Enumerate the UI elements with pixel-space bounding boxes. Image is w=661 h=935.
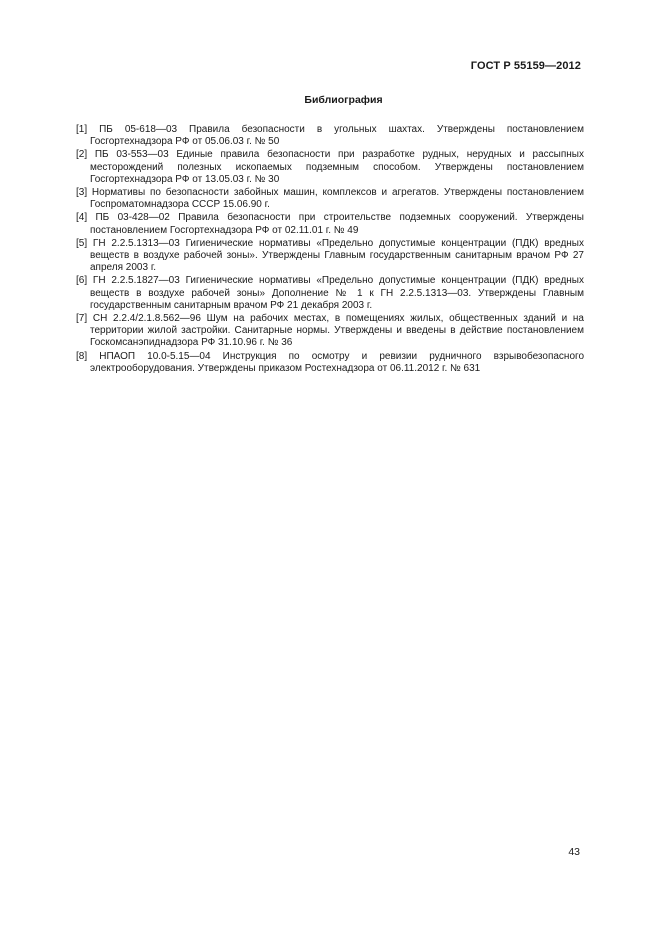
page-title: Библиография (304, 94, 383, 106)
bibliography-item: [4] ПБ 03-428—02 Правила безопасности при строительстве подземных сооружений. Утверждены постановлением Госгортехнадзора РФ от 02.11.01 г. № 49 (76, 212, 584, 236)
bibliography-list (76, 124, 584, 376)
bibliography-item: [3] Нормативы по безопасности забойных машин, комплексов и агрегатов. Утверждены постановлением Госпроматомнадзора СССР 15.06.90 г. (76, 187, 584, 211)
document-code: ГОСТ Р 55159—2012 (470, 60, 581, 72)
bibliography-item: [5] ГН 2.2.5.1313—03 Гигиенические нормативы «Предельно допустимые концентрации (ПДК) вредных веществ в воздухе рабочей зоны». Утверждены Главным государственным санитарным врачом РФ 27 апреля 2003 г. (76, 237, 584, 274)
bibliography-item: [1] ПБ 05-618—03 Правила безопасности в угольных шахтах. Утверждены постановлением Госгортехнадзора РФ от 05.06.03 г. № 50 (76, 124, 584, 148)
bibliography-item: [6] ГН 2.2.5.1827—03 Гигиенические нормативы «Предельно допустимые концентрации (ПДК) вредных веществ в воздухе рабочей зоны» Дополнение № 1 к ГН 2.2.5.1313—03. Утверждены Главным государственным санитарным врачом РФ 21 декабря 2003 г. (76, 275, 584, 311)
bibliography-item: [8] НПАОП 10.0-5.15—04 Инструкция по осмотру и ревизии рудничного взрывобезопасного электрооборудования. Утверждены приказом Ростехнадзора от 06.11.2012 г. № 631 (76, 350, 584, 374)
bibliography-item: [7] СН 2.2.4/2.1.8.562—96 Шум на рабочих местах, в помещениях жилых, общественных зданий и на территории жилой застройки. Санитарные нормы. Утверждены и введены в действие постановлением Госкомсанэпиднадзора РФ 31.10.96 г. № 36 (76, 313, 584, 349)
page-number: 43 (568, 846, 580, 858)
bibliography-item: [2] ПБ 03-553—03 Единые правила безопасности при разработке рудных, нерудных и рассыпных месторождений полезных ископаемых подземным способом. Утверждены постановлением Госгортехнадзора РФ от 13.05.03 г. № 30 (76, 149, 584, 185)
